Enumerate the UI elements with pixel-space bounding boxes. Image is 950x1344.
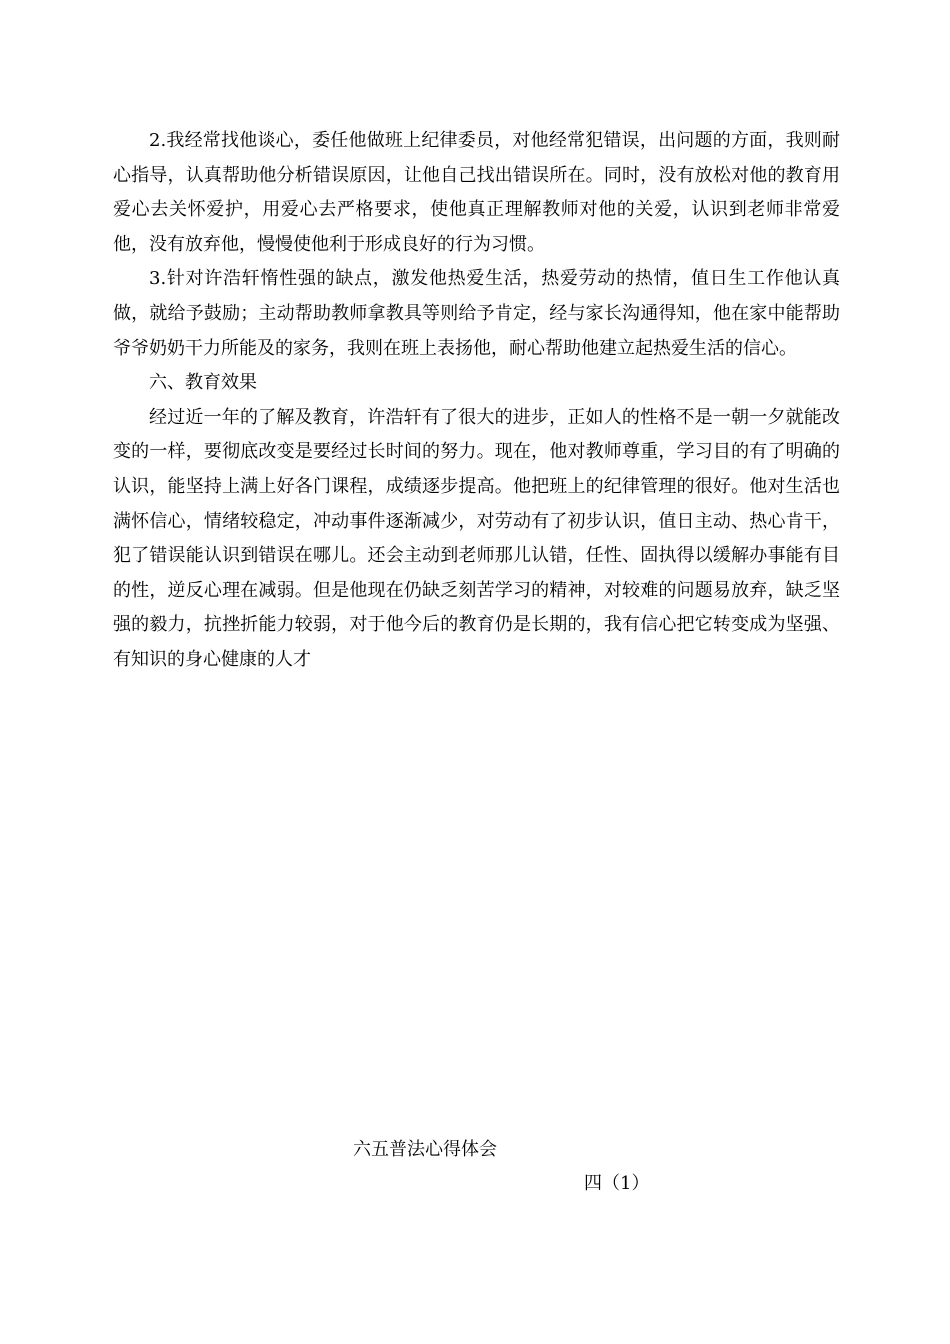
paragraph-method-2: 2.我经常找他谈心，委任他做班上纪律委员，对他经常犯错误，出问题的方面，我则耐心指导，认真帮助他分析错误原因，让他自己找出错误所在。同时，没有放松对他的教育用爱心去关怀爱护，用爱心去严格要求，使他真正理解教师对他的关爱，认识到老师非常爱他，没有放弃他，慢慢使他利于形成良好的行为习惯。 xyxy=(113,130,840,255)
document-body xyxy=(113,124,840,678)
class-label: 四（1） xyxy=(584,1173,650,1194)
next-document-title: 六五普法心得体会 xyxy=(353,1139,497,1160)
paragraph-effects: 经过近一年的了解及教育，许浩轩有了很大的进步，正如人的性格不是一朝一夕就能改变的一样，要彻底改变是要经过长时间的努力。现在，他对教师尊重，学习目的有了明确的认识，能坚持上满上好各门课程，成绩逐步提高。他把班上的纪律管理的很好。他对生活也满怀信心，情绪较稳定，冲动事件逐渐减少，对劳动有了初步认识，值日主动、热心肯干，犯了错误能认识到错误在哪儿。还会主动到老师那儿认错，任性、固执得以缓解办事能有目的性，逆反心理在减弱。但是他现在仍缺乏刻苦学习的精神，对较难的问题易放弃，缺乏坚强的毅力，抗挫折能力较弱，对于他今后的教育仍是长期的，我有信心把它转变成为坚强、有知识的身心健康的人才 xyxy=(113,406,840,670)
paragraph-method-3: 3.针对许浩轩惰性强的缺点，激发他热爱生活，热爱劳动的热情，值日生工作他认真做，就给予鼓励；主动帮助教师拿教具等则给予肯定，经与家长沟通得知，他在家中能帮助爷爷奶奶干力所能及的家务，我则在班上表扬他，耐心帮助他建立起热爱生活的信心。 xyxy=(113,268,840,359)
section-heading-effects: 六、教育效果 xyxy=(149,372,257,394)
